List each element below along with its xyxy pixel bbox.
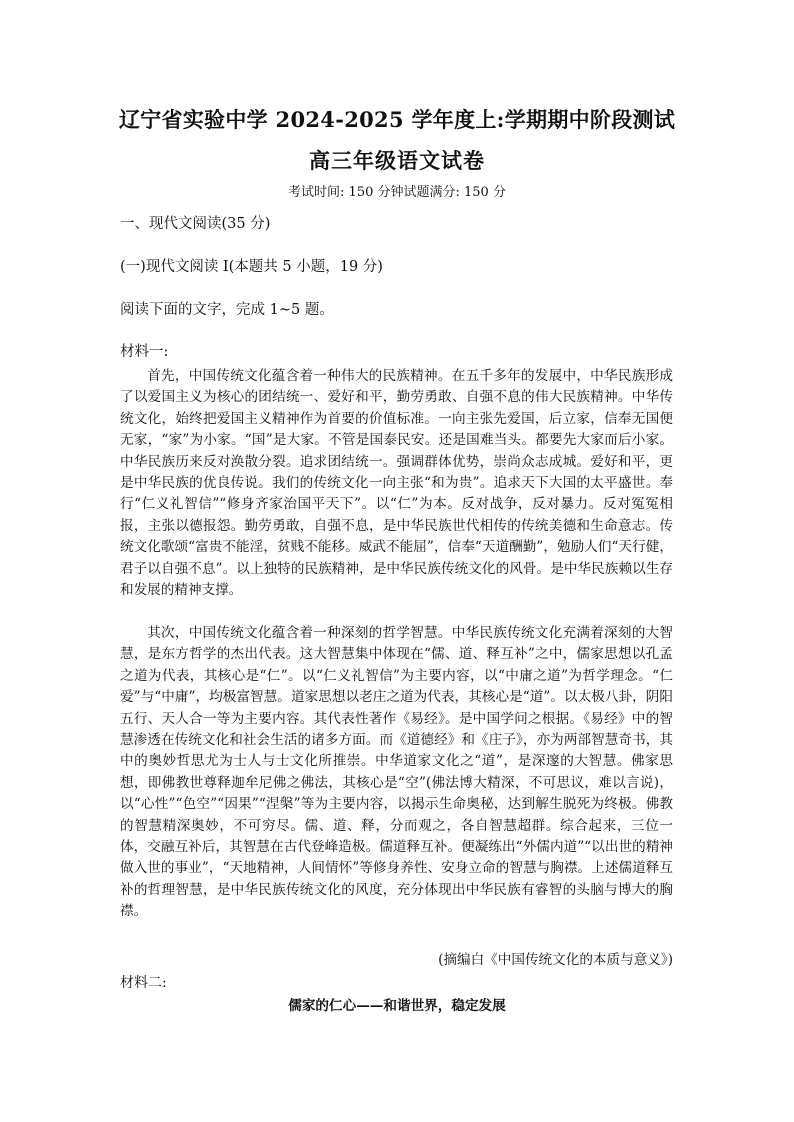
paragraph-text: 首先，中国传统文化蕴含着一种伟大的民族精神。在五千多年的发展中，中华民族形成了以爱国主义为核心的团结统一、爱好和平，勤劳勇敢、自强不息的伟大民族精神。中华传统文化，始终把爱国主义精神作为首要的价值标准。一向主张先爱国，后立家，信奉无国便无家，“家”为小家。“国”是大家。不管是国泰民安。还是国难当头。都要先大家而后小家。中华民族历来反对涣散分裂。追求团结统一。强调群体优势，崇尚众志成城。爱好和平，更是中华民族的优良传说。我们的传统文化一向主张“和为贵”。追求天下大国的太平盛世。奉行“仁义礼智信”“修身齐家治国平天下”。以“仁”为本。反对战争，反对暴力。反对冤冤相报，主张以德报怨。勤劳勇敢，自强不息，是中华民族世代相传的传统美德和生命意志。传统文化歌颂“富贵不能淫，贫贱不能移。威武不能屈”，信奉“天道酬勤”，勉励人们“天行健，君子以自强不息”。以上独特的民族精神，是中华民族传统文化的风骨。是中华民族赖以生存和发展的精神支撑。	[120, 368, 673, 599]
exam-time-score-info: 考试时间: 150 分钟试题满分: 150 分	[288, 185, 506, 200]
paragraph-text: 其次，中国传统文化蕴含着一种深刻的哲学智慧。中华民族传统文化充满着深刻的大智慧，是东方哲学的杰出代表。这大智慧集中体现在“儒、道、释互补”之中，儒家思想以孔孟之道为代表，其核心是“仁”。以“仁义礼智信”为主要内容，以“中庸之道”为哲学理念。“仁爱”与“中庸”，均极富智慧。道家思想以老庄之道为代表，其核心是“道”。以太极八卦，阴阳五行、天人合一等为主要内容。其代表性著作《易经》。是中国学问之根据。《易经》中的智慧渗透在传统文化和社会生活的诸多方面。而《道德经》和《庄子》，亦为两部智慧奇书，其中的奥妙哲思尤为士人与士文化所推崇。中华道家文化之“道”，是深邃的大智慧。佛家思想，即佛教世尊释迦牟尼佛之佛法，其核心是“空”(佛法博大精深，不可思议，难以言说)，以“心性”“色空”“因果”“涅槃”等为主要内容，以揭示生命奥秘，达到解生脱死为终极。佛教的智慧精深奥妙，不可穷尽。儒、道、释，分而观之，各自智慧超群。综合起来，三位一体，交融互补后，其智慧在古代登峰造极。儒道释互补。便凝练出“外儒内道”“以出世的精神做入世的事业”，“天地精神，人间情怀”等修身养性、安身立命的智慧与胸襟。上述儒道释互补的哲理智慧，是中华民族传统文化的风度，充分体现出中华民族有睿智的头脑与博大的胸襟。	[120, 625, 673, 920]
exam-subject-title: 高三年级语文试卷	[309, 148, 485, 173]
exam-title: 辽宁省实验中学 2024-2025 学年度上:学期期中阶段测试	[118, 107, 676, 132]
material1-paragraph	[120, 623, 673, 923]
material2-subtitle: 儒家的仁心——和谐世界，稳定发展	[288, 998, 506, 1014]
material1-label: 材料一:	[120, 344, 169, 360]
sub-heading: (一)现代文阅读 I(本题共 5 小题，19 分)	[120, 259, 383, 275]
material1-paragraph	[120, 366, 673, 601]
material1-source: (摘编白《中国传统文化的本质与意义》)	[438, 952, 673, 968]
reading-instruction: 阅读下面的文字，完成 1~5 题。	[120, 302, 334, 318]
material2-label: 材料二:	[120, 975, 167, 991]
part-heading: 一、现代文阅读(35 分)	[120, 216, 271, 232]
